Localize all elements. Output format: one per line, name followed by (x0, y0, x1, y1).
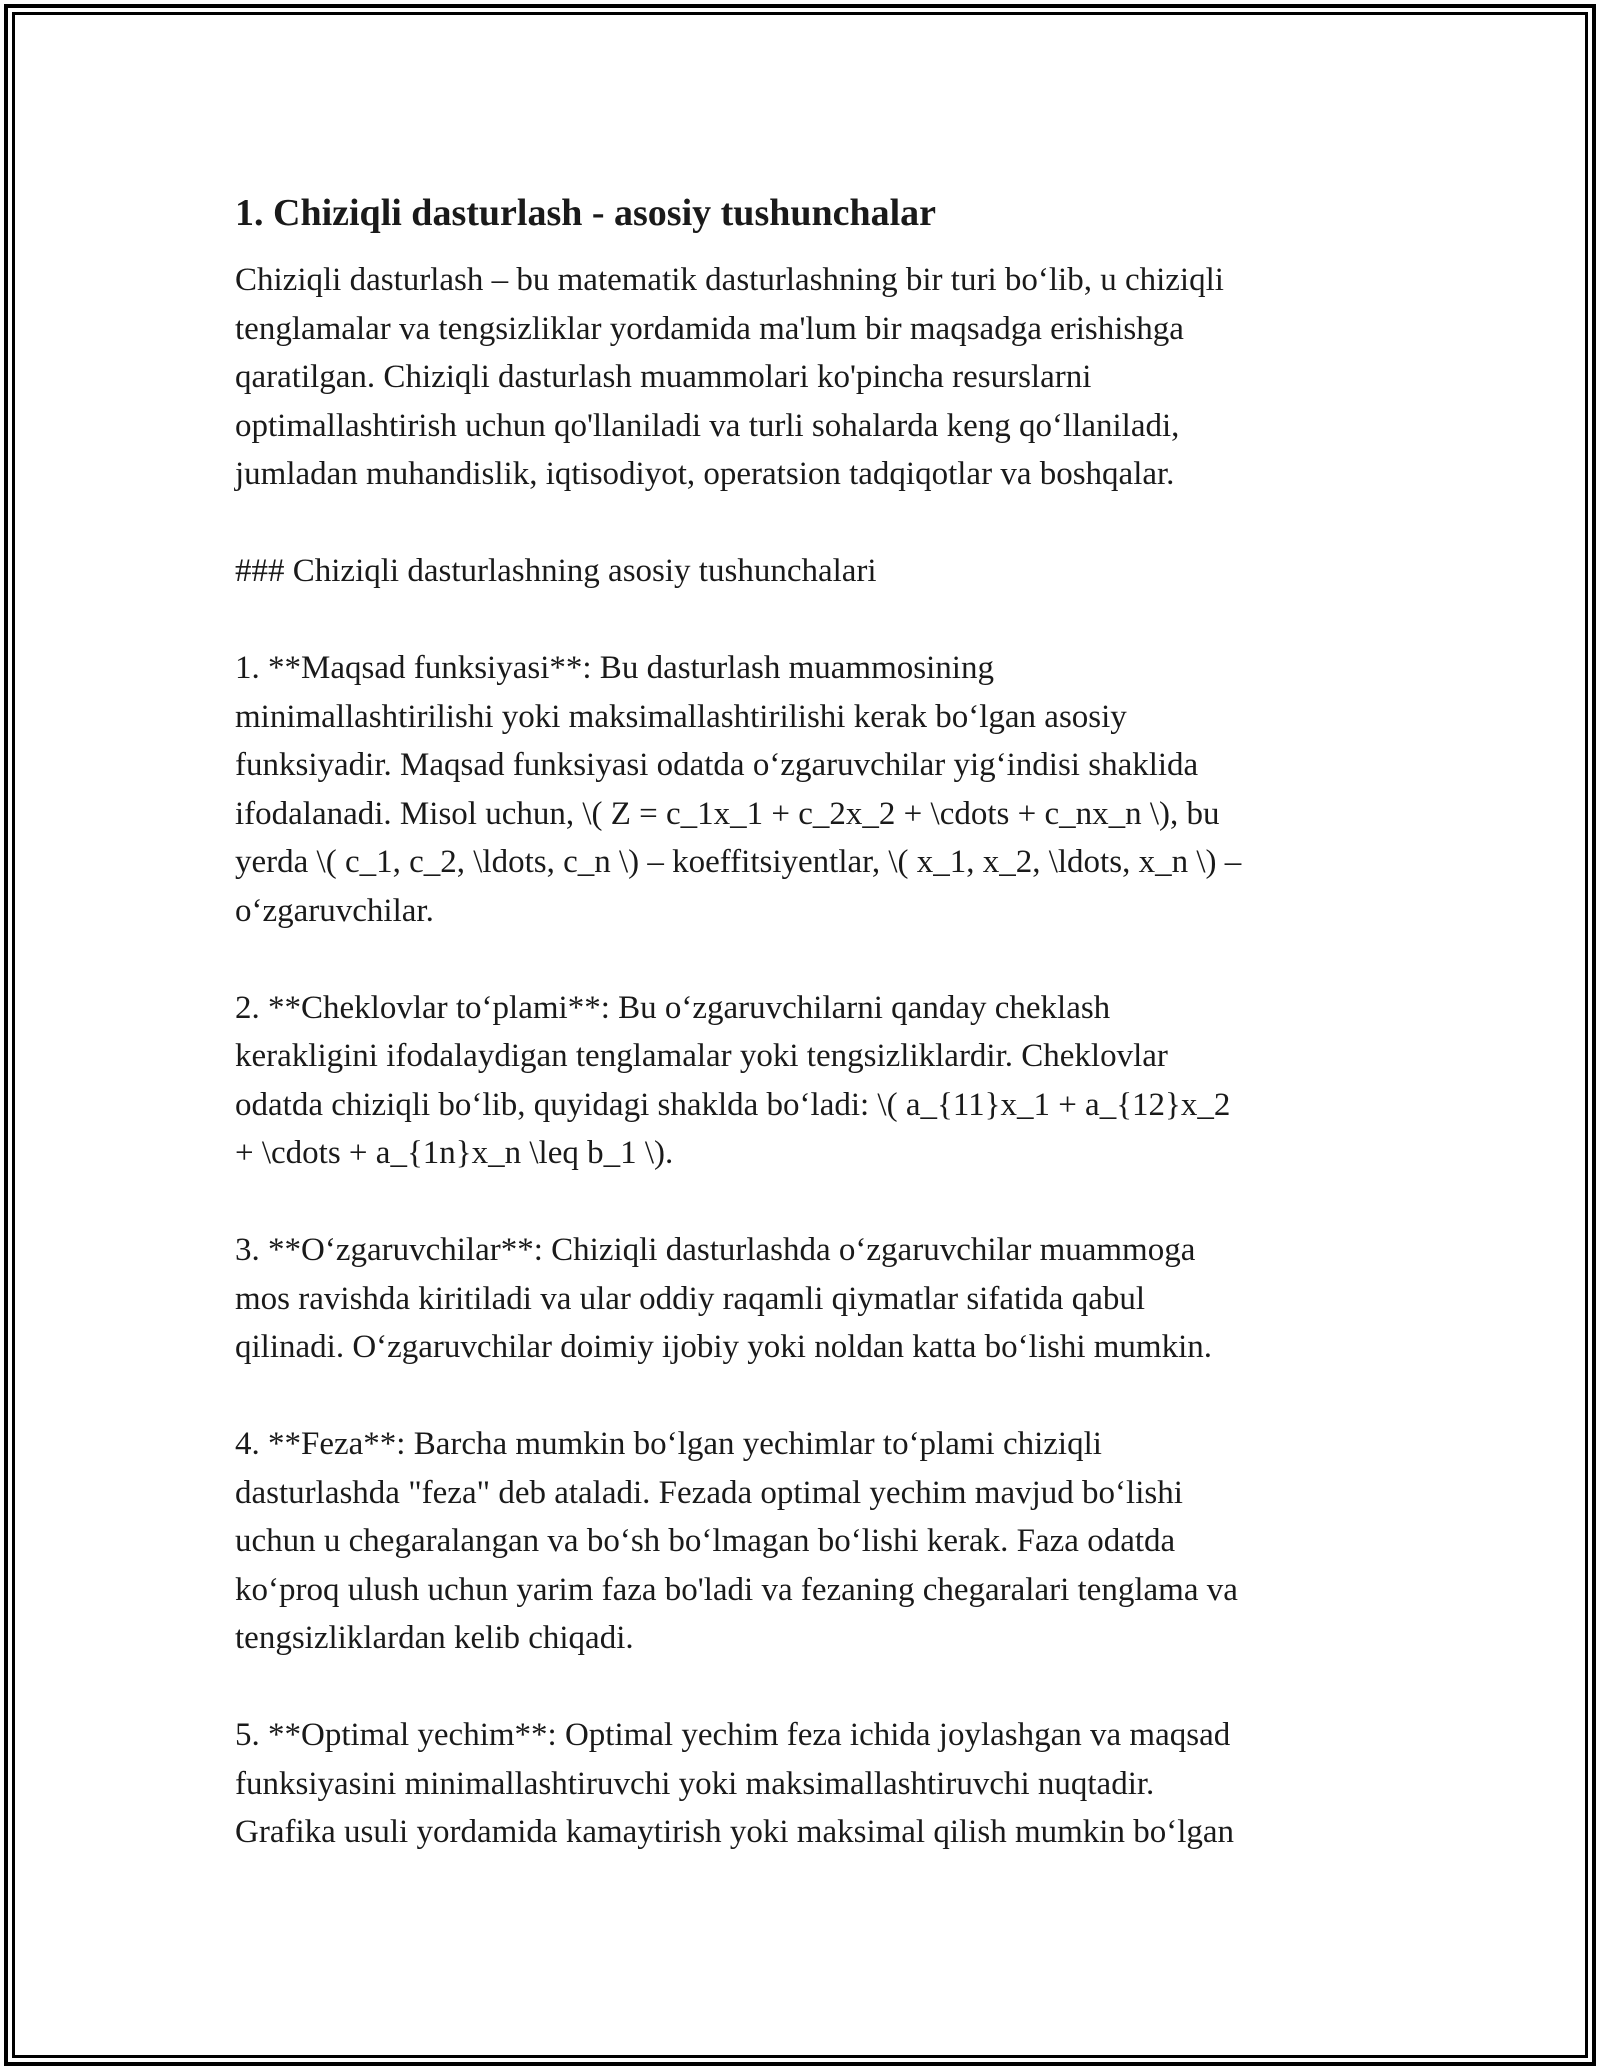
paragraph-item-1 (235, 644, 1365, 935)
text-line: ### Chiziqli dasturlashning asosiy tushunchalari (235, 553, 877, 589)
text-line: funksiyadir. Maqsad funksiyasi odatda o‘zgaruvchilar yig‘indisi shaklida (235, 747, 1199, 783)
text-line: uchun u chegaralangan va bo‘sh bo‘lmagan bo‘lishi kerak. Faza odatda (235, 1523, 1176, 1559)
text-line: qilinadi. O‘zgaruvchilar doimiy ijobiy yoki noldan katta bo‘lishi mumkin. (235, 1329, 1213, 1365)
text-line: + \cdots + a_{1n}x_n \leq b_1 \). (235, 1135, 674, 1171)
text-line: Chiziqli dasturlash – bu matematik dasturlashning bir turi bo‘lib, u chiziqli (235, 262, 1224, 298)
text-line: Grafika usuli yordamida kamaytirish yoki maksimal qilish mumkin bo‘lgan (235, 1814, 1235, 1850)
text-line: 5. **Optimal yechim**: Optimal yechim feza ichida joylashgan va maqsad (235, 1717, 1231, 1753)
text-line: 1. **Maqsad funksiyasi**: Bu dasturlash muammosining (235, 650, 994, 686)
text-line: funksiyasini minimallashtiruvchi yoki maksimallashtiruvchi nuqtadir. (235, 1765, 1155, 1802)
paragraph-item-5 (235, 1711, 1365, 1857)
text-line: jumladan muhandislik, iqtisodiyot, operatsion tadqiqotlar va boshqalar. (235, 456, 1175, 492)
text-line: ifodalanadi. Misol uchun, \( Z = c_1x_1 + c_2x_2 + \cdots + c_nx_n \), bu (235, 795, 1220, 832)
section-heading (235, 547, 1365, 596)
text-line: minimallashtirilishi yoki maksimallashtirilishi kerak bo‘lgan asosiy (235, 698, 1127, 735)
text-line: tenglamalar va tengsizliklar yordamida ma'lum bir maqsadga erishishga (235, 310, 1184, 347)
text-line: 3. **O‘zgaruvchilar**: Chiziqli dasturlashda o‘zgaruvchilar muammoga (235, 1232, 1196, 1268)
text-line: ko‘proq ulush uchun yarim faza bo'ladi va fezaning chegaralari tenglama va (235, 1571, 1238, 1608)
text-line: mos ravishda kiritiladi va ular oddiy raqamli qiymatlar sifatida qabul (235, 1280, 1146, 1317)
text-line: odatda chiziqli bo‘lib, quyidagi shaklda bo‘ladi: \( a_{11}x_1 + a_{12}x_2 (235, 1086, 1231, 1123)
text-line: optimallashtirish uchun qo'llaniladi va turli sohalarda keng qo‘llaniladi, (235, 407, 1180, 444)
paragraph-item-4 (235, 1420, 1365, 1663)
text-line: dasturlashda "feza" deb ataladi. Fezada optimal yechim mavjud bo‘lishi (235, 1474, 1183, 1511)
text-line: yerda \( c_1, c_2, \ldots, c_n \) – koeffitsiyentlar, \( x_1, x_2, \ldots, x_n \) – (235, 844, 1242, 880)
text-line: tengsizliklardan kelib chiqadi. (235, 1620, 634, 1656)
text-line: o‘zgaruvchilar. (235, 892, 434, 929)
text-line: kerakligini ifodalaydigan tenglamalar yoki tengsizliklardir. Cheklovlar (235, 1038, 1168, 1074)
document-body (235, 186, 1365, 1905)
text-line: 2. **Cheklovlar to‘plami**: Bu o‘zgaruvchilarni qanday cheklash (235, 989, 1111, 1026)
paragraph-item-3 (235, 1226, 1365, 1372)
text-line: 4. **Feza**: Barcha mumkin bo‘lgan yechimlar to‘plami chiziqli (235, 1426, 1102, 1462)
text-line: qaratilgan. Chiziqli dasturlash muammolari ko'pincha resurslarni (235, 359, 1092, 395)
paragraph-item-2 (235, 984, 1365, 1178)
document-title: 1. Chiziqli dasturlash - asosiy tushunchalar (235, 192, 937, 234)
paragraph-intro (235, 256, 1365, 499)
